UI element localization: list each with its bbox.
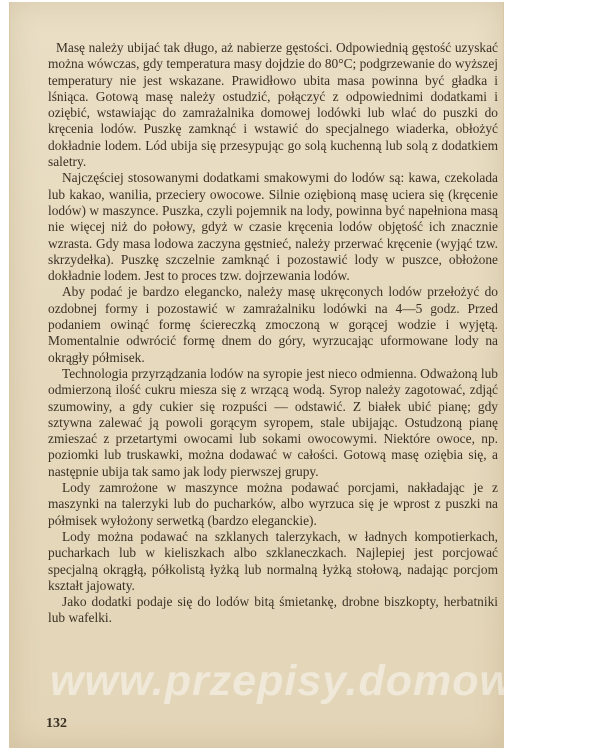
paragraph-5: Lody zamrożone w maszynce można podawać porcjami, nakładając je z maszynki na talerzyki lub do pucharków, albo wyrzuca się je wprost z puszki na półmisek wyłożony serwetką (bardzo eleganckie).	[48, 480, 498, 528]
page-text	[48, 40, 498, 627]
book-page	[9, 2, 592, 748]
paragraph-7: Jako dodatki podaje się do lodów bitą śmietankę, drobne biszkopty, herbatniki lub wafelki.	[48, 594, 498, 626]
page-number: 132	[46, 716, 67, 731]
paragraph-2: Najczęściej stosowanymi dodatkami smakowymi do lodów są: kawa, czekolada lub kakao, wanilia, przeciery owocowe. Silnie oziębioną masę uciera się (kręcenie lodów) w maszynce. Puszka, czyli pojemnik na lody, powinna być napełniona masą nie więcej niż do połowy, gdyż w czasie kręcenia lodów objętość ich znacznie wzrasta. Gdy masa lodowa zaczyna gęstnieć, należy przerwać kręcenie (wyjąć tzw. skrzydełka). Puszkę szczelnie zamknąć i pozostawić lody w puszce, obłożone dokładnie lodem. Jest to proces tzw. dojrzewania lodów.	[48, 170, 498, 284]
paragraph-1: Masę należy ubijać tak długo, aż nabierze gęstości. Odpowiednią gęstość uzyskać można wówczas, gdy temperatura masy dojdzie do 80°C; podgrzewanie do wyższej temperatury nie jest wskazane. Prawidłowo ubita masa powinna być gładka i lśniąca. Gotową masę należy ostudzić, połączyć z odpowiednimi dodatkami i oziębić, wstawiając do zamrażalnika domowej lodówki lub wlać do puszki do kręcenia lodów. Puszkę zamknąć i wstawić do specjalnego wiaderka, obłożyć dokładnie lodem. Lód ubija się przesypując go solą kuchenną lub solą z dodatkiem saletry.	[48, 40, 498, 170]
paragraph-3: Aby podać je bardzo elegancko, należy masę ukręconych lodów przełożyć do ozdobnej formy i pozostawić w zamrażalniku lodówki na 4—5 godz. Przed podaniem owinąć formę ściereczką zmoczoną w gorącej wodzie i wyjętą. Momentalnie odwrócić formę dnem do góry, wyrzucając uformowane lody na okrągły półmisek.	[48, 284, 498, 365]
watermark: www.przepisy.domowe.pl	[50, 657, 592, 705]
paragraph-4: Technologia przyrządzania lodów na syropie jest nieco odmienna. Odważoną lub odmierzoną ilość cukru miesza się z wrzącą wodą. Syrop należy zagotować, zdjąć szumowiny, a gdy cukier się rozpuści — odstawić. Z białek ubić pianę; gdy sztywna zalewać ją powoli gorącym syropem, stale ubijając. Ostudzoną pianę zmieszać z przetartymi owocami lub sokami owocowymi. Niektóre owoce, np. poziomki lub truskawki, można dodawać w całości. Gotową masę oziębia się, a następnie ubija tak samo jak lody pierwszej grupy.	[48, 365, 498, 479]
paragraph-6: Lody można podawać na szklanych talerzykach, w ładnych kompotierkach, pucharkach lub w kieliszkach albo szklaneczkach. Najlepiej jest porcjować specjalną okrągłą, półkolistą łyżką lub normalną łyżką stołową, nadając porcjom kształt jajowaty.	[48, 528, 498, 593]
